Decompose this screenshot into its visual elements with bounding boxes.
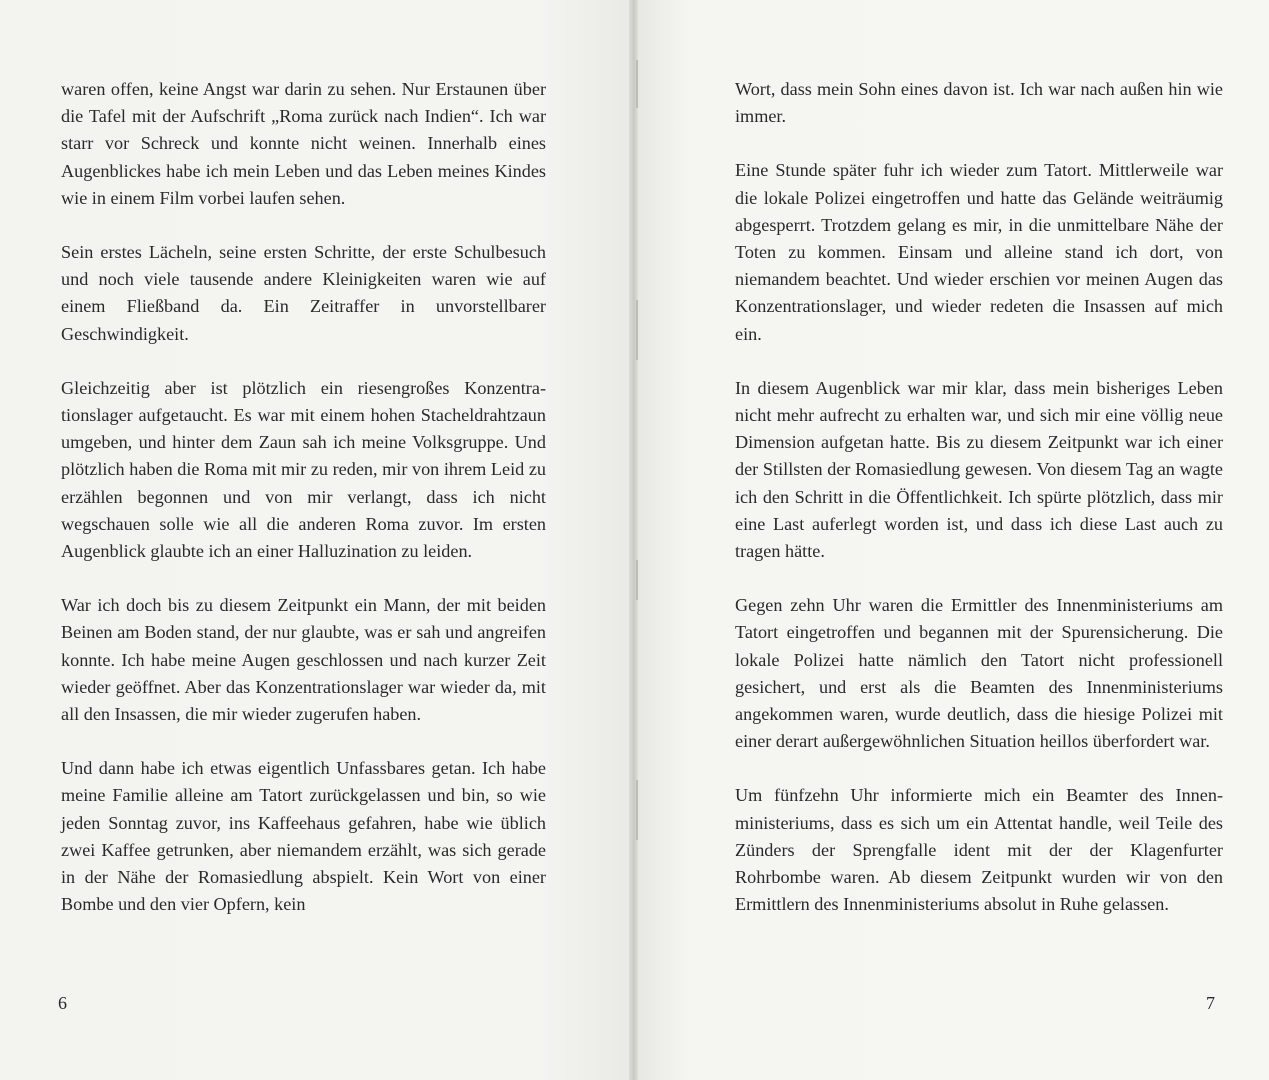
right-page-text <box>735 76 1223 945</box>
paragraph: Wort, dass mein Sohn eines davon ist. Ich war nach außen hin wie immer. <box>735 79 1223 127</box>
left-page <box>0 0 632 1080</box>
paragraph: Gleichzeitig aber ist plötzlich ein riesengroßes Konzentrationslager aufgetaucht. Es war mit einem hohen Stacheldrahtzaun umgeben, und hinter dem Zaun sah ich meine Volksgruppe. Und plötzlich haben die Roma mit mir zu reden, mir von ihrem Leid zu erzählen begonnen und von mir verlangt, dass ich nicht wegschauen solle wie all die anderen Roma zuvor. Im ersten Augenblick glaubte ich an einer Halluzination zu leiden. <box>61 377 546 562</box>
paragraph: waren offen, keine Angst war darin zu sehen. Nur Erstaunen über die Tafel mit der Aufschrift „Roma zurück nach Indien“. Ich war starr vor Schreck und konnte nicht weinen. Innerhalb eines Augenblickes habe ich mein Leben und das Leben meines Kindes wie in einem Film vorbei laufen sehen. <box>61 79 546 208</box>
paragraph: Und dann habe ich etwas eigentlich Unfassbares getan. Ich habe meine Familie alleine am Tatort zurückgelassen und bin, so wie jeden Sonntag zuvor, ins Kaffeehaus gefahren, habe wie üblich zwei Kaffee getrunken, aber niemandem erzählt, was sich gerade in der Nähe der Romasiedlung abspielt. Kein Wort von einer Bombe und den vier Opfern, kein <box>61 758 546 915</box>
paragraph: Sein erstes Lächeln, seine ersten Schritte, der erste Schulbesuch und noch viele tausende andere Kleinigkeiten waren wie auf einem Fließband da. Ein Zeitraffer in unvorstellbarer Geschwindigkeit. <box>61 242 546 344</box>
paragraph: Eine Stunde später fuhr ich wieder zum Tatort. Mittlerweile war die lokale Polizei eingetroffen und hatte das Gelände weiträumig abgesperrt. Trotzdem gelang es mir, in die unmittelbare Nähe der Toten zu kommen. Einsam und alleine stand ich dort, von niemandem beachtet. Und wieder erschien vor meinen Augen das Konzentrationslager, und wieder redeten die Insassen auf mich ein. <box>735 160 1223 344</box>
paragraph: Um fünfzehn Uhr informierte mich ein Beamter des Innenministeriums, dass es sich um ein Attentat handle, weil Teile des Zünders der Sprengfalle ident mit der der Klagenfurter Rohrbombe waren. Ab diesem Zeitpunkt wurden wir von den Ermittlern des Innenministeriums absolut in Ruhe gelassen. <box>735 785 1223 915</box>
right-page <box>638 0 1269 1080</box>
page-number: 6 <box>58 993 67 1013</box>
paragraph: In diesem Augenblick war mir klar, dass mein bisheriges Leben nicht mehr aufrecht zu erhalten war, und sich mir eine völlig neue Dimension aufgetan hatte. Bis zu diesem Zeitpunkt war ich einer der Stillsten der Romasiedlung gewesen. Von diesem Tag an wagte ich den Schritt in die Öffentlichkeit. Ich spürte plötzlich, dass mir eine Last auferlegt worden ist, und dass ich diese Last auch zu tragen hätte. <box>735 377 1223 562</box>
paragraph: Gegen zehn Uhr waren die Ermittler des Innenministeriums am Tatort eingetroffen und begannen mit der Spurensicherung. Die lokale Polizei hatte nämlich den Tatort nicht professionell gesichert, und erst als die Beamten des Innenministeriums angekommen waren, wurde deutlich, dass die hiesige Polizei mit einer derart außergewöhnlichen Situation heillos überfordert war. <box>735 595 1223 752</box>
page-number: 7 <box>1206 993 1215 1013</box>
paragraph: War ich doch bis zu diesem Zeitpunkt ein Mann, der mit beiden Beinen am Boden stand, der nur glaubte, was er sah und angreifen konnte. Ich habe meine Augen geschlossen und nach kurzer Zeit wieder geöffnet. Aber das Konzentrationslager war wieder da, mit all den Insassen, die mir wieder zugerufen haben. <box>61 595 546 725</box>
left-page-text <box>61 76 546 945</box>
